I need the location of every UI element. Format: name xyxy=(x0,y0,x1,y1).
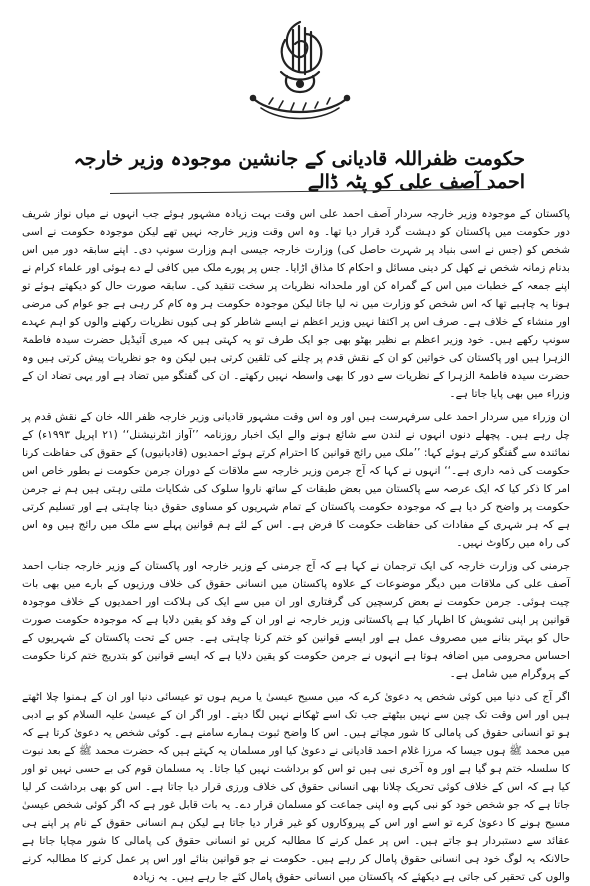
article-paragraph: جرمنی کی وزارت خارجہ کی ایک ترجمان نے کہا ہے کہ آج جرمنی کے وزیر خارجہ اور پاکستان کے وزیر خارجہ جناب احمد آصف علی کی ملاقات میں دیگر موضوعات کے علاوہ پاکستان میں انسانی حقوق کی خلاف ورزیوں کے بارے میں بھی بات چیت ہوئی۔ جرمن حکومت نے بعض کرسچین کی گرفتاری اور ان میں سے ایک کی ہلاکت اور احمدیوں کے خلاف موجودہ قوانین پر اپنی تشویش کا اظہار کیا ہے پاکستانی وزیر خارجہ نے اور ان کے وفد کو یقین دلایا ہے کہ موجودہ حکومت صورت حال کو بہتر بنانے میں مصروف عمل ہے اور ایسے قوانین کو ختم کرنا چاہتی ہے۔ جس کے تحت پاکستان کے شہریوں کے احساس محرومی میں اضافہ ہوتا ہے انہوں نے جرمن حکومت کو یقین دلایا ہے کہ ایسے قوانین کو بتدریج ختم کرنا حکومت کے پروگرام میں شامل ہے۔ xyxy=(22,560,570,680)
article-headline: حکومت ظفراللہ قادیانی کے جانشین موجودہ وزیر خارجہ احمد آصف علی کو پٹہ ڈالے xyxy=(73,148,525,193)
calligraphy-emblem-icon xyxy=(235,12,365,132)
article-paragraph: ان وزراء میں سردار احمد علی سرفہرست ہیں اور وہ اس وقت مشہور قادیانی وزیر خارجہ ظفر اللہ خان کے نقش قدم پر چل رہے ہیں۔ پچھلے دنوں انہوں نے لندن سے شائع ہونے والے ایک اخبار روزنامہ ’’آواز انٹرنیشنل‘‘ (۲۱ اپریل ۱۹۹۳ء) کے نمائندہ سے گفتگو کرتے ہوئے کہا: ’’ملک میں رائج قوانین کا احترام کرتے ہوئے احمدیوں (قادیانیوں) کے حقوق کی حفاظت کرنا حکومت کی ذمہ داری ہے۔‘‘ انہوں نے کہا کہ آج جرمن وزیر خارجہ سے ملاقات کے دوران جرمن حکومت نے بطور خاص اس امر کا ذکر کیا کہ ایک عرصہ سے پاکستان میں بعض طبقات کے ساتھ ناروا سلوک کی شکایات ملتی رہتی ہیں ہم نے جرمن حکومت پر واضح کر دیا ہے کہ موجودہ حکومت پاکستان کے تمام شہریوں کو مساوی حقوق دینا چاہتی ہے اور تسلیم کرتی ہے کہ ہر شہری کے مفادات کی حفاظت حکومت کا فرض ہے۔ اس کے لئے ہم قوانین پہلے سے ملک میں رائج ہیں وہ اس کی راہ میں رکاوٹ نہیں۔ xyxy=(22,411,570,549)
article-paragraph: اگر آج کی دنیا میں کوئی شخص یہ دعویٰ کرے کہ میں مسیح عیسیٰ یا مریم ہوں تو عیسائی دنیا اور ان کے ہمنوا چلا اٹھتے ہیں اور اس وقت تک چین سے نہیں بیٹھتے جب تک اسے ٹھکانے نہیں لگا دیتے۔ اور اگر ان کے عیسیٰ علیہ السلام کو بے ادبی ہو تو انسانی حقوق کی پامالی کا شور مچاتے ہیں۔ اس کا واضح ثبوت ہمارے سامنے ہے۔ کوئی شخص یہ دعویٰ کرتا ہے کہ میں محمد ﷺ ہوں جیسا کہ مرزا غلام احمد قادیانی نے دعویٰ کیا اور مسلمان یہ کہتے ہیں کہ حضرت محمد ﷺ کے بعد نبوت کا سلسلہ ختم ہو گیا ہے اور وہ آخری نبی ہیں تو اس کو برداشت نہیں کیا جاتا۔ یہ مسلمان قوم کی بے حسی نہیں تو اور کیا ہے کہ اس کے خلاف کوئی تحریک چلانا بھی انسانی حقوق کی خلاف ورزی قرار دیا جاتا ہے۔ اس کو بھی برداشت کر لیا جاتا ہے کہ جو شخص خود کو نبی کہے وہ اپنی جماعت کو مسلمان قرار دے۔ یہ بات قابل غور ہے کہ اگر کوئی شخص عیسیٰ مسیح ہونے کا دعویٰ کرے تو اسے اور اس کے پیروکاروں کو غیر قرار دیا جاتا ہے لیکن ہم انسانی حقوق کے نام پر اپنے ہی عقائد سے دستبردار ہو جاتے ہیں۔ اس پر عمل کرنے کا مطالبہ کریں تو انسانی حقوق کی پامالی کا شور مچایا جاتا ہے حالانکہ یہ لوگ خود ہی انسانی حقوق پامال کر رہے ہیں۔ حکومت نے جو قوانین بنائے اور اس پر عمل کرنے کا مطالبہ کرنے والوں کی تحقیر کی جاتی ہے دیکھئے کہ پاکستان میں انسانی حقوق پامال کئے جا رہے ہیں۔ یہ زیادہ xyxy=(22,691,570,883)
article-paragraph: پاکستان کے موجودہ وزیر خارجہ سردار آصف احمد علی اس وقت بہت زیادہ مشہور ہوئے جب انہوں نے میاں نواز شریف دور حکومت میں پاکستان کو دہشت گرد قرار دیا تھا۔ وہ اس وقت وزیر خارجہ نہیں تھے لیکن موجودہ حکومت نے اسی شخص کو (جس نے اسی بنیاد پر شہرت حاصل کی) وزارت خارجہ جیسی اہم وزارت سونپ دی۔ اپنے سابقہ دور میں اس بدنام زمانہ شخص نے کھل کر دینی مسائل و احکام کا مذاق اڑایا۔ جس پر پورے ملک میں کافی لے دے ہوئی اور علماء کرام نے اپنے جمعہ کے خطبات میں اس کے گمراہ کن اور ملحدانہ نظریات پر سخت تنقید کی۔ سابقہ صورت حال کو دیکھتے ہوئے تو ہونا یہ چاہیے تھا کہ اس شخص کو وزارت میں نہ لیا جاتا لیکن موجودہ حکومت ہر وہ کام کر رہی ہے جو عوام کی مرضی اور منشاء کے خلاف ہے۔ صرف اس پر اکتفا نہیں وزیر اعظم نے ایسے شاطر کو ہی کیوں نظریات رکھنے والوں کو اہم عہدے سونپ رکھے ہیں۔ خود وزیر اعظم بے نظیر بھٹو بھی جو ایک طرف تو یہ کہتی ہیں کہ میری آئیڈیل حضرت سیدہ فاطمۃ الزہرا ہیں اور پاکستان کی خواتین کو ان کے نقش قدم پر چلنے کی تلقین کرتی ہیں لیکن وہ جو نظریات پیش کرتی ہیں وہ حضرت سیدہ فاطمۃ الزہرا کے نظریات سے دور کا بھی واسطہ نہیں رکھتے۔ ان کی گفتگو میں تضاد ہے اور یہی تضاد ان کے وزراء میں بھی پایا جاتا ہے۔ xyxy=(22,208,570,400)
article-body xyxy=(22,205,570,883)
